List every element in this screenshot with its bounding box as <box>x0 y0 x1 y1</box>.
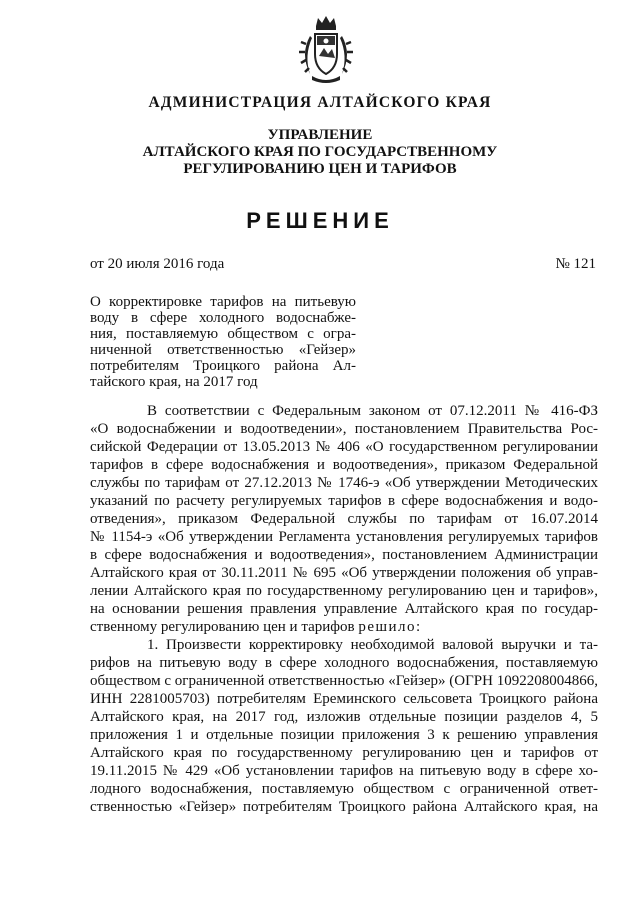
body-line: ственностью «Гейзер» потребителям Троицкого района Алтайского края, на <box>90 799 598 815</box>
body-line: приложения 1 и отдельные позиции приложения 3 к решению управления <box>90 727 598 743</box>
administration-title: АДМИНИСТРАЦИЯ АЛТАЙСКОГО КРАЯ <box>148 94 492 111</box>
coat-of-arms-icon <box>296 14 356 86</box>
department-title <box>0 127 640 178</box>
body-line: обществом с ограниченной ответственностью «Гейзер» (ОГРН 1092208004866, <box>90 673 598 689</box>
document-date: от 20 июля 2016 года <box>90 256 225 272</box>
subject-line: ниченной ответственностью «Гейзер» <box>90 342 356 358</box>
subject-line: потребителям Троицкого района Ал- <box>90 358 356 374</box>
body-line: № 1154-э «Об утверждении Регламента установления регулируемых тарифов <box>90 529 598 545</box>
body-line: в сфере водоснабжения и водоотведения», постановлением Администрации <box>90 547 598 563</box>
body-line: на основании решения правления управление Алтайского края по государ- <box>90 601 598 617</box>
subject-line: воду в сфере холодного водоснабже- <box>90 310 356 326</box>
date-number-line <box>90 256 596 273</box>
body-line: указаний по расчету регулируемых тарифов в сфере водоснабжения и водо- <box>90 493 598 509</box>
subject-line: ния, поставляемую обществом с огра- <box>90 326 356 342</box>
body-line: лении Алтайского края по государственному регулированию цен и тарифов», <box>90 583 598 599</box>
body-line: В соответствии с Федеральным законом от 07.12.2011 № 416-ФЗ <box>147 403 598 419</box>
body-line: «О водоснабжении и водоотведении», постановлением Правительства Рос- <box>90 421 598 437</box>
document-subject <box>90 294 356 390</box>
body-line: 1. Произвести корректировку необходимой валовой выручки и та- <box>147 637 598 653</box>
body-line-decided <box>90 618 598 636</box>
document-type-heading: РЕШЕНИЕ <box>246 208 394 233</box>
body-line: ИНН 2281005703) потребителям Ереминского сельсовета Троицкого района <box>90 691 598 707</box>
body-line: лодного водоснабжения, поставляемую обществом с ограниченной ответ- <box>90 781 598 797</box>
document-number: № 121 <box>555 256 596 272</box>
department-line: УПРАВЛЕНИЕ <box>267 127 373 143</box>
body-line: службы по тарифам от 27.12.2013 № 1746-э «Об утверждении Методических <box>90 475 598 491</box>
body-line: рифов на питьевую воду в сфере холодного водоснабжения, поставляемую <box>90 655 598 671</box>
body-line: отведения», приказом Федеральной службы по тарифам от 16.07.2014 <box>90 511 598 527</box>
department-line: АЛТАЙСКОГО КРАЯ ПО ГОСУДАРСТВЕННОМУ <box>142 144 498 160</box>
document-body <box>90 402 598 816</box>
body-line: тарифов в сфере водоснабжения и водоотведения», приказом Федеральной <box>90 457 598 473</box>
body-line: сийской Федерации от 13.05.2013 № 406 «О государственном регулировании <box>90 439 598 455</box>
body-line: 19.11.2015 № 429 «Об установлении тарифов на питьевую воду в сфере хо- <box>90 763 598 779</box>
department-line: РЕГУЛИРОВАНИЮ ЦЕН И ТАРИФОВ <box>183 161 457 177</box>
subject-line: О корректировке тарифов на питьевую <box>90 294 356 310</box>
decided-word: решило: <box>358 619 422 635</box>
body-line: Алтайского края по государственному регулированию цен и тарифов от <box>90 745 598 761</box>
subject-line: тайского края, на 2017 год <box>90 374 258 390</box>
body-line: Алтайского края от 30.11.2011 № 695 «Об утверждении положения об управ- <box>90 565 598 581</box>
body-line: Алтайского края, на 2017 год, изложив отдельные позиции разделов 4, 5 <box>90 709 598 725</box>
preamble-last-text: ственному регулированию цен и тарифов <box>90 619 355 635</box>
